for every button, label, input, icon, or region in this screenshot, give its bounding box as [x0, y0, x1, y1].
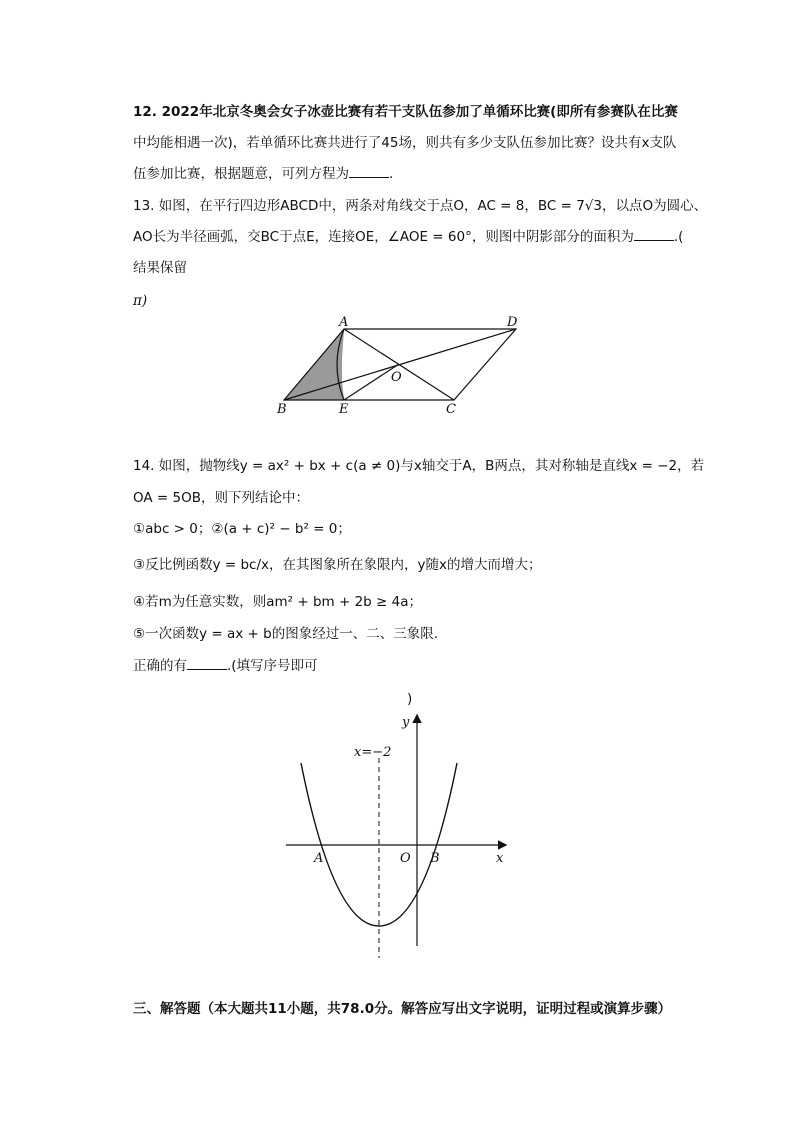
answer-blank: [634, 228, 674, 241]
point-label-c: C: [446, 402, 456, 417]
parabola-figure: [280, 708, 520, 963]
point-label-d: D: [507, 315, 518, 330]
q14-option-1-2: ①abc > 0；②(a + c)² − b² = 0；: [133, 521, 351, 537]
q13-line3: 结果保留: [133, 260, 187, 276]
q12-line3-end: .: [389, 166, 394, 182]
q13-line2-text: AO长为半径画弧，交BC于点E，连接OE，∠AOE = 60°，则图中阴影部分的面积为: [133, 229, 634, 245]
q13-line4: π): [133, 293, 148, 309]
q14-answer-suffix: .(填写序号即可: [227, 658, 318, 674]
q14-line1: 14. 如图，抛物线y = ax² + bx + c(a ≠ 0)与x轴交于A，B两点，其对称轴是直线x = −2，若: [133, 458, 705, 474]
point-label-o: O: [391, 370, 402, 385]
point-label-e: E: [339, 402, 349, 417]
q13-line2: [133, 228, 683, 246]
point-label-a: A: [339, 315, 349, 330]
section3-heading: 三、解答题（本大题共11小题，共78.0分。解答应写出文字说明，证明过程或演算步骤）: [133, 1001, 672, 1017]
q14-answer-line: [133, 657, 318, 675]
answer-blank: [187, 657, 227, 670]
point-label-a: A: [314, 851, 324, 866]
parallelogram-figure: [270, 315, 530, 420]
q14-option-4: ④若m为任意实数，则am² + bm + 2b ≥ 4a；: [133, 594, 423, 610]
q12-line1: 12. 2022年北京冬奥会女子冰壶比赛有若干支队伍参加了单循环比赛(即所有参赛队在比赛: [133, 104, 678, 120]
x-axis-label: x: [496, 851, 504, 866]
q13-line1: 13. 如图，在平行四边形ABCD中，两条对角线交于点O，AC = 8，BC = 7√3，以点O为圆心、: [133, 198, 708, 214]
y-axis-label: y: [402, 715, 410, 730]
point-label-b: B: [277, 402, 287, 417]
symmetry-axis-label: x=−2: [354, 745, 392, 760]
q14-option-5: ⑤一次函数y = ax + b的图象经过一、二、三象限．: [133, 626, 448, 642]
q12-line2: 中均能相遇一次)，若单循环比赛共进行了45场，则共有多少支队伍参加比赛？设共有x支队: [133, 135, 677, 151]
q14-option-3: ③反比例函数y = bc/x，在其图象所在象限内，y随x的增大而增大；: [133, 557, 542, 573]
q14-answer-prefix: 正确的有: [133, 658, 187, 674]
q14-line2: OA = 5OB，则下列结论中：: [133, 490, 309, 506]
point-label-b: B: [430, 851, 440, 866]
q12-line3: [133, 165, 393, 183]
q12-line3-text: 伍参加比赛，根据题意，可列方程为: [133, 166, 349, 182]
q14-close-paren: ): [407, 691, 413, 707]
origin-label: O: [400, 851, 411, 866]
answer-blank: [349, 165, 389, 178]
q13-line2-end: .(: [673, 229, 684, 245]
